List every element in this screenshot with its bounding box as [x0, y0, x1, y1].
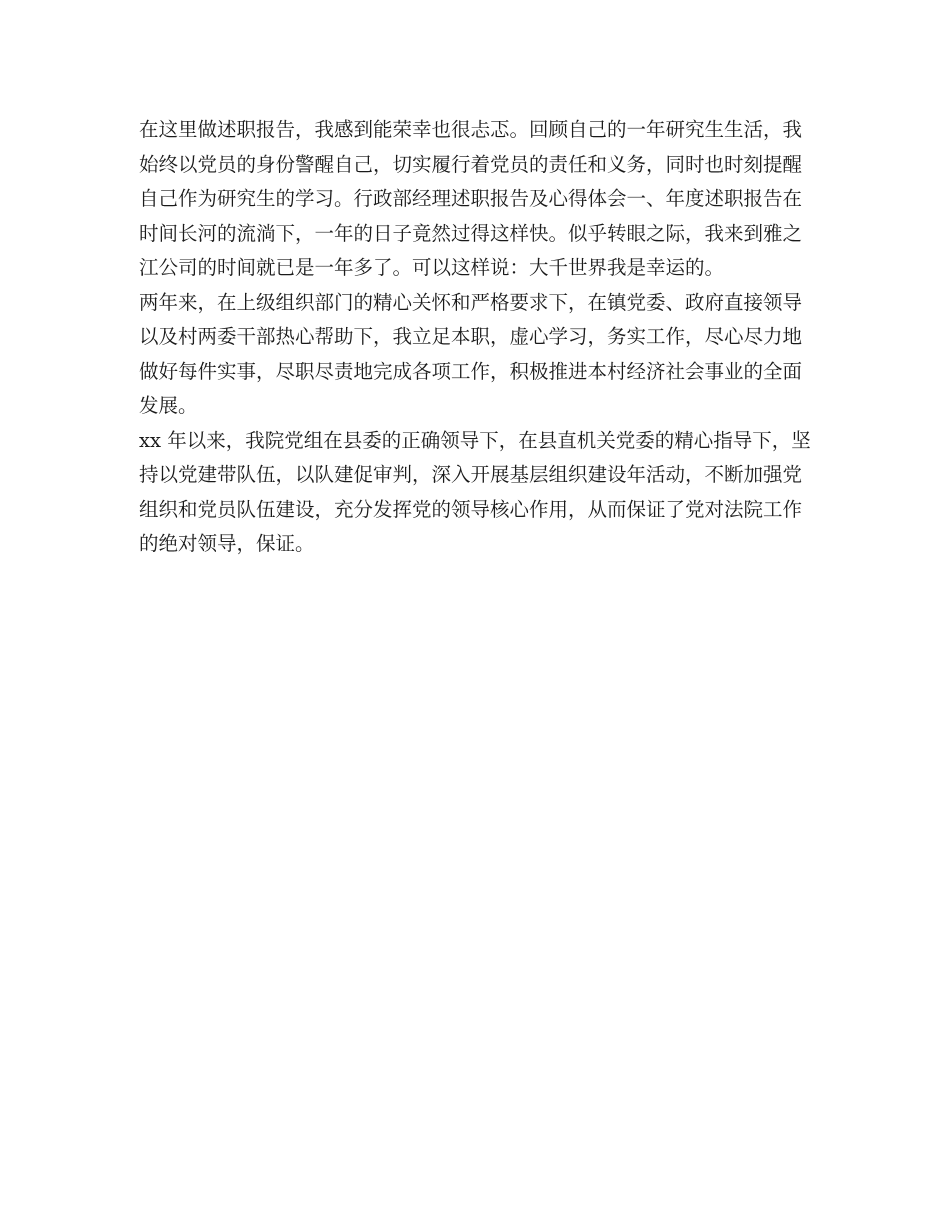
paragraph-2: 两年来，在上级组织部门的精心关怀和严格要求下，在镇党委、政府直接领导以及村两委干部热心帮助下，我立足本职，虚心学习，务实工作，尽心尽力地做好每件实事，尽职尽责地完成各项工作，积极推进本村经济社会事业的全面发展。	[139, 290, 803, 417]
document-body	[139, 113, 819, 562]
paragraph-3: xx 年以来，我院党组在县委的正确领导下，在县直机关党委的精心指导下，坚持以党建带队伍，以队建促审判，深入开展基层组织建设年活动，不断加强党组织和党员队伍建设，充分发挥党的领导核心作用，从而保证了党对法院工作的绝对领导，保证。	[139, 428, 811, 555]
paragraph-1: 在这里做述职报告，我感到能荣幸也很忐忑。回顾自己的一年研究生生活，我始终以党员的身份警醒自己，切实履行着党员的责任和义务，同时也时刻提醒自己作为研究生的学习。行政部经理述职报告及心得体会一、年度述职报告在时间长河的流淌下，一年的日子竟然过得这样快。似乎转眼之际，我来到雅之江公司的时间就已是一年多了。可以这样说：大千世界我是幸运的。	[139, 118, 803, 279]
